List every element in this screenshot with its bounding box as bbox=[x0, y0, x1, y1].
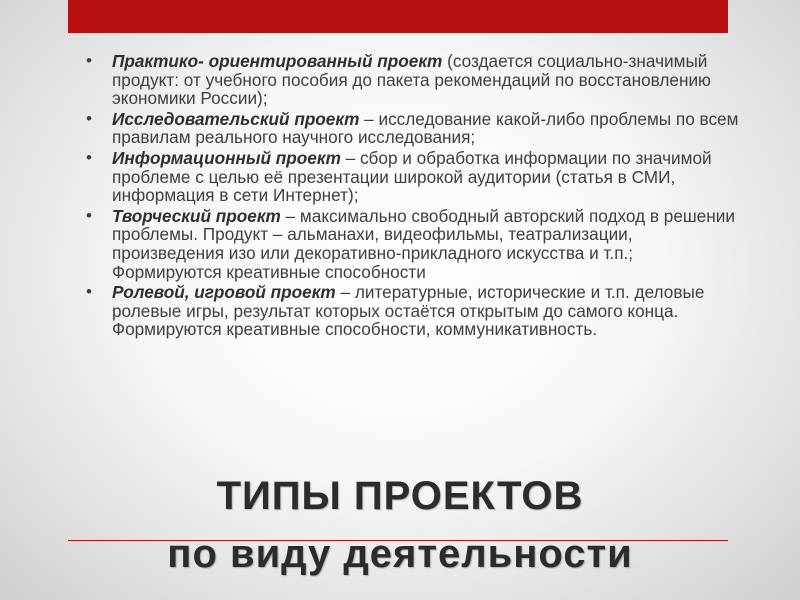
bullet-icon: • bbox=[86, 205, 92, 225]
top-accent-bar bbox=[68, 0, 728, 33]
item-text: – литературные, исторические и т.п. деловые ролевые игры, результат которых остаётся открытым до самого конца. Формируются креативные способности, коммуникативность. bbox=[112, 282, 705, 340]
bullet-icon: • bbox=[86, 108, 92, 128]
item-term: Творческий проект bbox=[112, 205, 281, 226]
item-term: Ролевой, игровой проект bbox=[112, 282, 336, 303]
list-item bbox=[86, 110, 746, 147]
item-term: Информационный проект bbox=[112, 147, 341, 168]
slide-title: ТИПЫ ПРОЕКТОВ bbox=[216, 474, 584, 518]
list-item bbox=[86, 149, 746, 205]
item-term: Практико- ориентированный проект bbox=[112, 51, 443, 71]
list-item bbox=[86, 207, 746, 281]
item-text: – максимально свободный авторский подход в решении проблемы. Продукт – альманахи, видеофильмы, театрализации, произведения изо или декоративно-прикладного искусства и т.п.; Формируются креативные способности bbox=[112, 205, 735, 282]
item-text: – сбор и обработка информации по значимой проблеме с целью её презентации широкой аудитории (статья в СМИ, информация в сети Интернет); bbox=[112, 147, 712, 206]
bullet-icon: • bbox=[86, 282, 92, 302]
list-item bbox=[86, 52, 746, 108]
bullet-icon: • bbox=[86, 147, 92, 167]
list-item bbox=[86, 283, 746, 339]
bullet-icon: • bbox=[86, 51, 92, 70]
item-text: (создается социально-значимый продукт: от учебного пособия до пакета рекомендаций по восстановлению экономики России); bbox=[112, 51, 711, 109]
item-term: Исследовательский проект bbox=[112, 108, 360, 129]
project-types-list bbox=[86, 52, 746, 341]
slide-subtitle: по виду деятельности bbox=[167, 532, 633, 576]
item-text: – исследование какой-либо проблемы по всем правилам реального научного исследования; bbox=[112, 108, 739, 148]
